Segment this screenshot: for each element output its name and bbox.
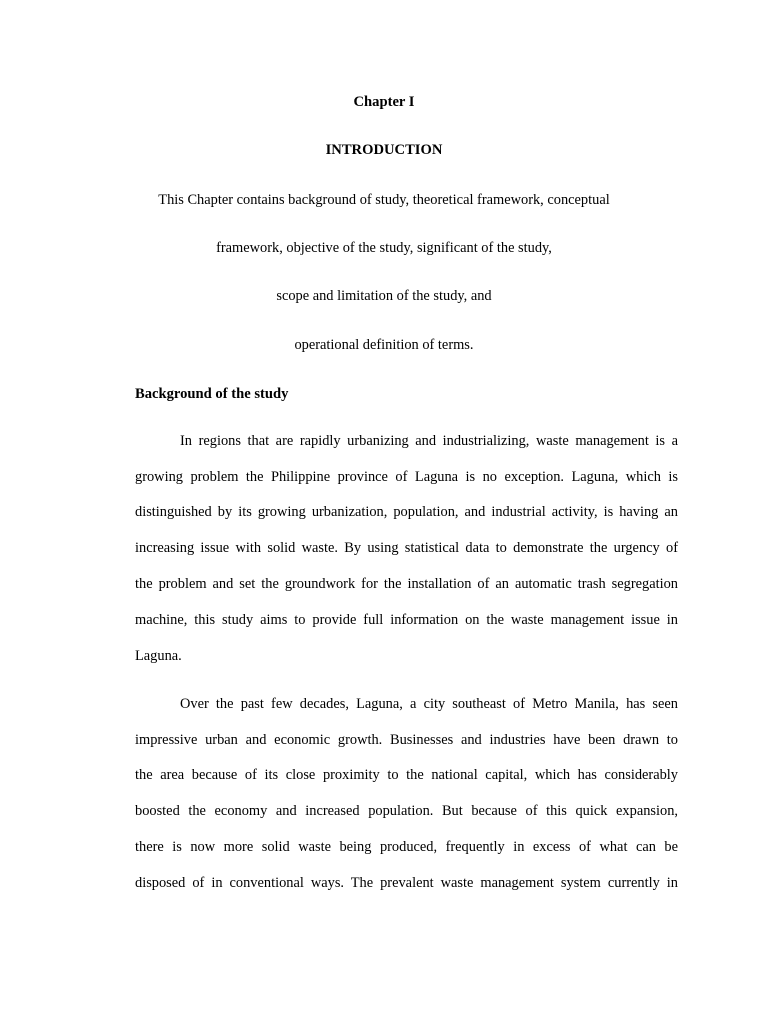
intro-line: operational definition of terms. — [294, 337, 474, 353]
paragraph-line: disposed of in conventional ways. The prevalent waste management system currently in — [135, 875, 678, 891]
paragraph-line: Laguna. — [135, 648, 182, 664]
paragraph-line: impressive urban and economic growth. Businesses and industries have been drawn to — [135, 732, 678, 748]
paragraph-line: boosted the economy and increased population. But because of this quick expansion, — [135, 803, 678, 819]
intro-line: This Chapter contains background of study, theoretical framework, conceptual — [158, 192, 610, 208]
chapter-label: Chapter I — [353, 94, 415, 110]
paragraph-line: the area because of its close proximity to the national capital, which has considerably — [135, 767, 678, 783]
paragraph-line: there is now more solid waste being produced, frequently in excess of what can be — [135, 839, 678, 855]
paragraph-line: In regions that are rapidly urbanizing and industrializing, waste management is a — [180, 433, 678, 449]
intro-line: framework, objective of the study, significant of the study, — [216, 240, 552, 256]
intro-line: scope and limitation of the study, and — [276, 288, 492, 304]
paragraph-line: machine, this study aims to provide full information on the waste management issue in — [135, 612, 678, 628]
paragraph-line: the problem and set the groundwork for the installation of an automatic trash segregation — [135, 576, 678, 592]
paragraph-line: distinguished by its growing urbanization, population, and industrial activity, is having an — [135, 504, 678, 520]
paragraph-line: increasing issue with solid waste. By using statistical data to demonstrate the urgency of — [135, 540, 678, 556]
chapter-title: INTRODUCTION — [325, 142, 443, 158]
section-heading: Background of the study — [135, 386, 289, 402]
paragraph-line: growing problem the Philippine province of Laguna is no exception. Laguna, which is — [135, 469, 678, 485]
paragraph-line: Over the past few decades, Laguna, a city southeast of Metro Manila, has seen — [180, 696, 678, 712]
